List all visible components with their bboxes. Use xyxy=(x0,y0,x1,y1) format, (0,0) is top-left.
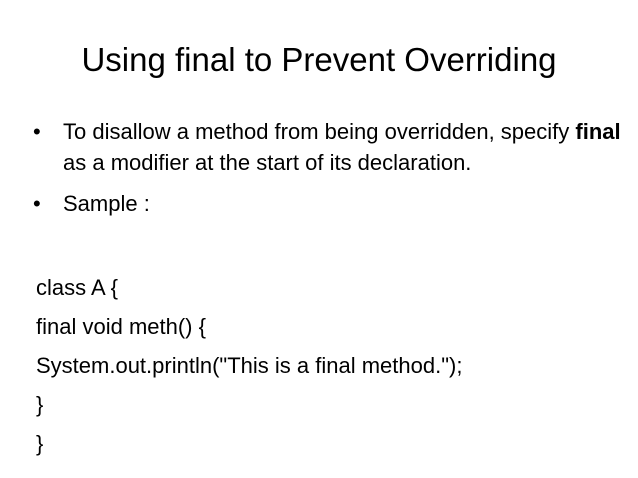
code-line: } xyxy=(36,392,44,417)
bullet-item xyxy=(33,188,623,219)
bullet-item xyxy=(33,116,623,178)
code-line: final void meth() { xyxy=(36,314,206,339)
bullet-emphasis: final xyxy=(575,119,621,144)
bullet-list xyxy=(33,116,623,229)
bullet-dot-icon: • xyxy=(33,119,41,144)
bullet-text: Sample : xyxy=(63,191,150,216)
code-line: System.out.println("This is a final method."); xyxy=(36,353,463,378)
bullet-dot-icon: • xyxy=(33,191,41,216)
bullet-text-after: as a modifier at the start of its declaration. xyxy=(63,150,472,175)
code-line: class A { xyxy=(36,275,118,300)
code-line: } xyxy=(36,431,44,456)
code-sample xyxy=(36,268,462,463)
bullet-text-before: To disallow a method from being overridden, specify xyxy=(63,119,576,144)
slide-title: Using final to Prevent Overriding xyxy=(81,41,557,78)
